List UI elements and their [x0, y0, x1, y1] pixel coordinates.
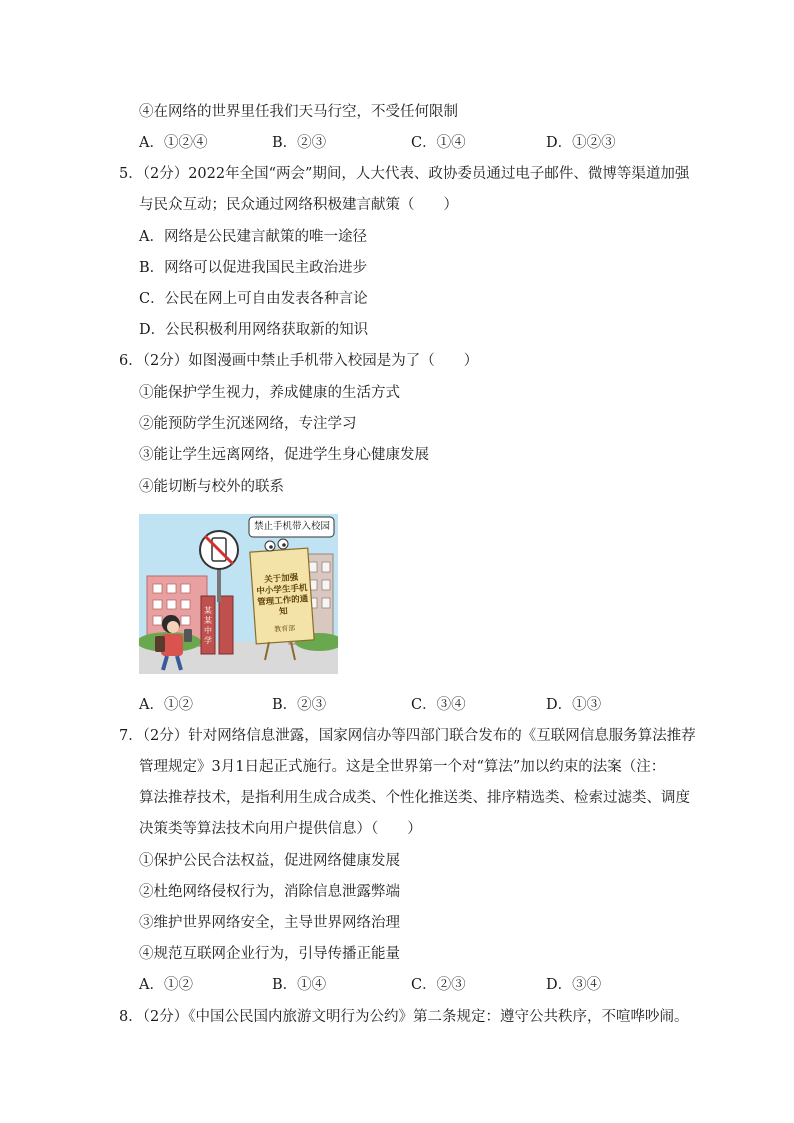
cartoon-notice-issuer: 教育部	[273, 624, 296, 634]
q6-cartoon	[139, 514, 338, 674]
q5-stem-line-1: 5．（2分）2022年全国“两会”期间，人大代表、政协委员通过电子邮件、微博等渠道加强	[119, 166, 690, 182]
q7-stem-line-4: 决策类等算法技术向用户提供信息）（ ）	[139, 821, 422, 837]
q7-option-c: C．②③	[411, 977, 466, 993]
q4-option-b: B．②③	[272, 135, 327, 151]
q8-stem-line-1: 8．（2分）《中国公民国内旅游文明行为公约》第二条规定：遵守公共秩序，不喧哗吵闹。	[119, 1009, 689, 1025]
q5-option-a: A．网络是公民建言献策的唯一途径	[139, 229, 367, 245]
cartoon-notice-line-1: 关于加强	[263, 572, 299, 586]
q6-item-1: ①能保护学生视力，养成健康的生活方式	[139, 385, 400, 401]
q7-item-3: ③维护世界网络安全，主导世界网络治理	[139, 915, 400, 931]
q7-item-2: ②杜绝网络侵权行为，消除信息泄露弊端	[139, 884, 400, 900]
q6-option-b: B．②③	[272, 697, 327, 713]
q5-option-b: B．网络可以促进我国民主政治进步	[139, 260, 368, 276]
cartoon-sign-text: 禁止手机带入校园	[253, 521, 330, 532]
q7-item-1: ①保护公民合法权益，促进网络健康发展	[139, 853, 400, 869]
q5-option-c: C．公民在网上可自由发表各种言论	[139, 291, 368, 307]
q6-item-4: ④能切断与校外的联系	[139, 479, 284, 495]
cartoon-notice-line-2: 中小学生手机	[256, 583, 308, 597]
q4-option-d: D．①②③	[546, 135, 616, 151]
q6-item-3: ③能让学生远离网络，促进学生身心健康发展	[139, 447, 429, 463]
q7-option-a: A．①②	[139, 977, 193, 993]
q4-item-4: ④在网络的世界里任我们天马行空，不受任何限制	[139, 104, 458, 120]
q7-item-4: ④规范互联网企业行为，引导传播正能量	[139, 946, 400, 962]
q6-item-2: ②能预防学生沉迷网络，专注学习	[139, 416, 357, 432]
q7-option-b: B．①④	[272, 977, 327, 993]
q6-option-d: D．①③	[546, 697, 602, 713]
q7-stem-line-3: 算法推荐技术，是指利用生成合成类、个性化推送类、排序精选类、检索过滤类、调度	[139, 790, 690, 806]
q4-option-c: C．①④	[411, 135, 466, 151]
cartoon-notice-text	[255, 572, 311, 636]
q7-option-d: D．③④	[546, 977, 602, 993]
q7-stem-line-1: 7．（2分）针对网络信息泄露，国家网信办等四部门联合发布的《互联网信息服务算法推荐	[119, 728, 696, 744]
q6-stem-line-1: 6．（2分）如图漫画中禁止手机带入校园是为了（ ）	[119, 353, 479, 369]
cartoon-notice-line-3: 管理工作的通知	[256, 594, 309, 618]
q6-option-c: C．③④	[411, 697, 466, 713]
cartoon-gate-text: 某某中学	[204, 606, 212, 645]
q4-option-a: A．①②④	[139, 135, 208, 151]
q5-stem-line-2: 与民众互动；民众通过网络积极建言献策（ ）	[139, 197, 458, 213]
q5-option-d: D．公民积极利用网络获取新的知识	[139, 322, 369, 338]
q6-option-a: A．①②	[139, 697, 193, 713]
no-phone-icon	[200, 531, 238, 569]
q7-stem-line-2: 管理规定》3月1日起正式施行。这是全世界第一个对“算法”加以约束的法案（注：	[139, 759, 666, 775]
